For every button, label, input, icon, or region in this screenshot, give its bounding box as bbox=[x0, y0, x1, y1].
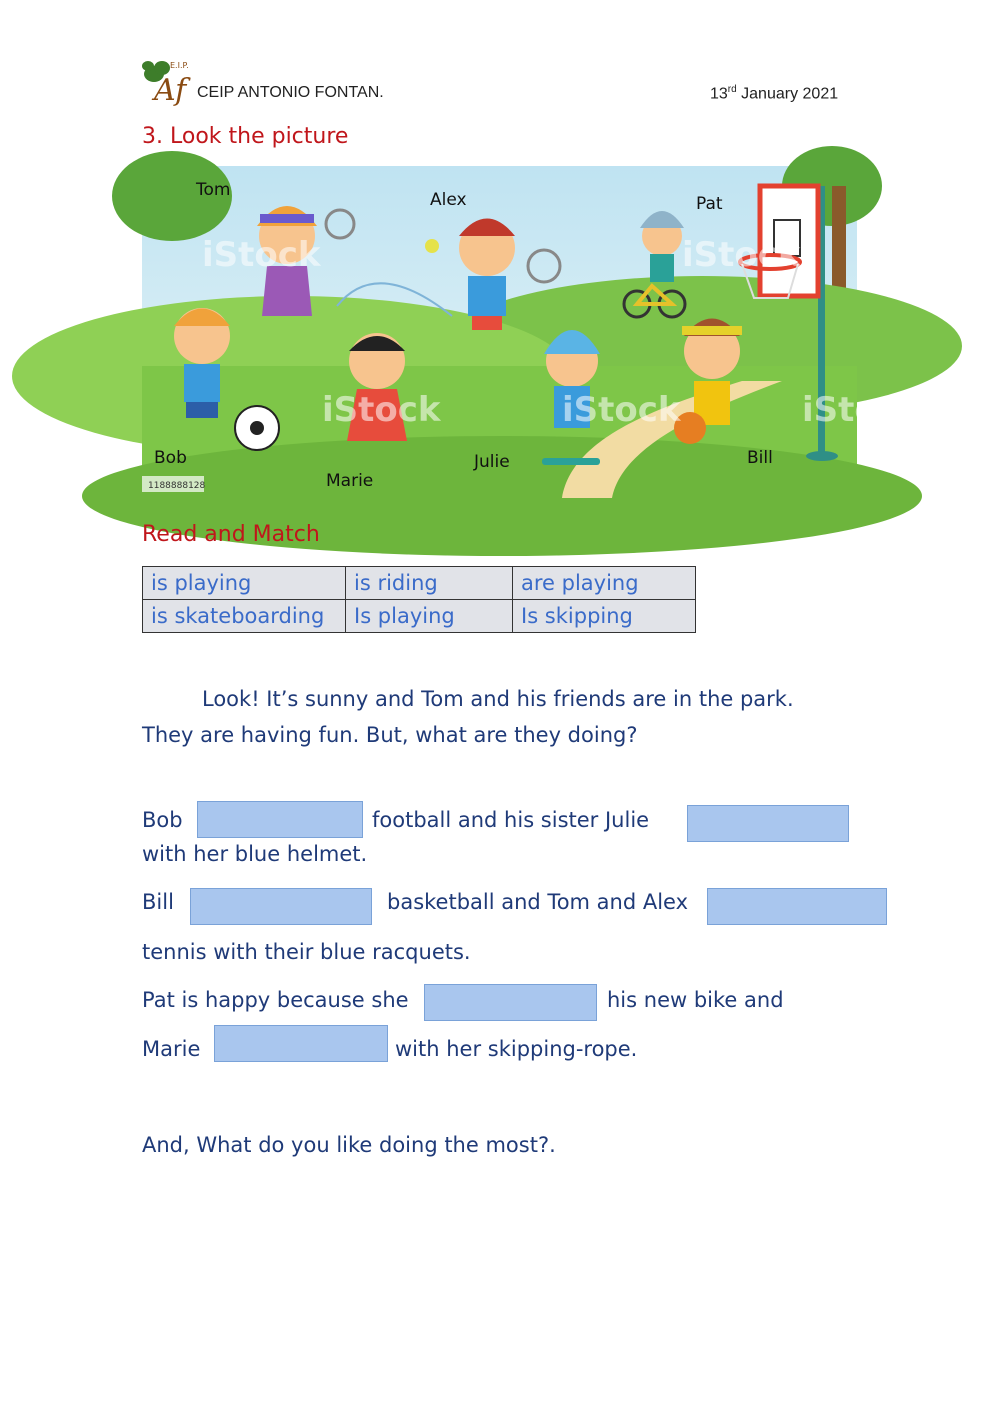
word-bank-cell[interactable]: is playing bbox=[143, 567, 346, 600]
sentence-bill-mid: basketball and Tom and Alex bbox=[387, 890, 689, 914]
section-title: 3. Look the picture bbox=[142, 124, 349, 149]
answer-blank-bill[interactable] bbox=[190, 888, 372, 925]
word-bank-cell[interactable]: is riding bbox=[346, 567, 513, 600]
word-bank-cell[interactable]: Is skipping bbox=[513, 600, 696, 633]
word-bank-cell[interactable]: Is playing bbox=[346, 600, 513, 633]
sentence-pat-end: his new bike and bbox=[607, 988, 784, 1012]
svg-text:E.I.P.: E.I.P. bbox=[170, 61, 189, 70]
label-tom: Tom bbox=[196, 180, 231, 200]
sentence-bob-mid: football and his sister Julie bbox=[372, 808, 650, 832]
svg-text:1188888128: 1188888128 bbox=[148, 481, 206, 491]
svg-text:iStock: iStock bbox=[322, 390, 441, 430]
svg-text:Af: Af bbox=[154, 73, 187, 108]
answer-blank-bob[interactable] bbox=[197, 801, 363, 838]
label-bill: Bill bbox=[747, 448, 773, 468]
answer-blank-marie[interactable] bbox=[214, 1025, 388, 1062]
answer-blank-tom-alex[interactable] bbox=[707, 888, 887, 925]
svg-text:iStock: iStock bbox=[802, 390, 921, 430]
word-bank-row bbox=[143, 600, 696, 633]
sentence-bill-start: Bill bbox=[142, 890, 174, 914]
sentence-bob-start: Bob bbox=[142, 808, 183, 832]
sentence-julie-end: with her blue helmet. bbox=[142, 842, 368, 866]
sentence-marie-end: with her skipping-rope. bbox=[395, 1037, 638, 1061]
worksheet-date: 13rd January 2021 bbox=[710, 84, 839, 103]
school-name: CEIP ANTONIO FONTAN. bbox=[197, 84, 384, 101]
story-line-1: Look! It’s sunny and Tom and his friends are in the park. bbox=[202, 687, 794, 711]
sentence-tennis-end: tennis with their blue racquets. bbox=[142, 940, 471, 964]
answer-blank-pat[interactable] bbox=[424, 984, 597, 1021]
word-bank-row bbox=[143, 567, 696, 600]
label-julie: Julie bbox=[474, 452, 510, 472]
word-bank-cell[interactable]: is skateboarding bbox=[143, 600, 346, 633]
sentence-marie-start: Marie bbox=[142, 1037, 201, 1061]
word-bank-cell[interactable]: are playing bbox=[513, 567, 696, 600]
label-marie: Marie bbox=[326, 471, 374, 491]
label-alex: Alex bbox=[430, 190, 467, 210]
svg-text:iStock: iStock bbox=[562, 390, 681, 430]
svg-text:iStock: iStock bbox=[202, 235, 321, 275]
sentence-pat-start: Pat is happy because she bbox=[142, 988, 409, 1012]
school-logo bbox=[140, 56, 196, 108]
closing-question: And, What do you like doing the most?. bbox=[142, 1133, 556, 1157]
word-bank-table bbox=[142, 566, 696, 633]
svg-text:iStock: iStock bbox=[682, 235, 801, 275]
story-line-2: They are having fun. But, what are they doing? bbox=[142, 723, 638, 747]
answer-blank-julie[interactable] bbox=[687, 805, 849, 842]
label-pat: Pat bbox=[696, 194, 723, 214]
park-illustration bbox=[142, 166, 921, 498]
match-title: Read and Match bbox=[142, 522, 320, 547]
label-bob: Bob bbox=[154, 448, 187, 468]
